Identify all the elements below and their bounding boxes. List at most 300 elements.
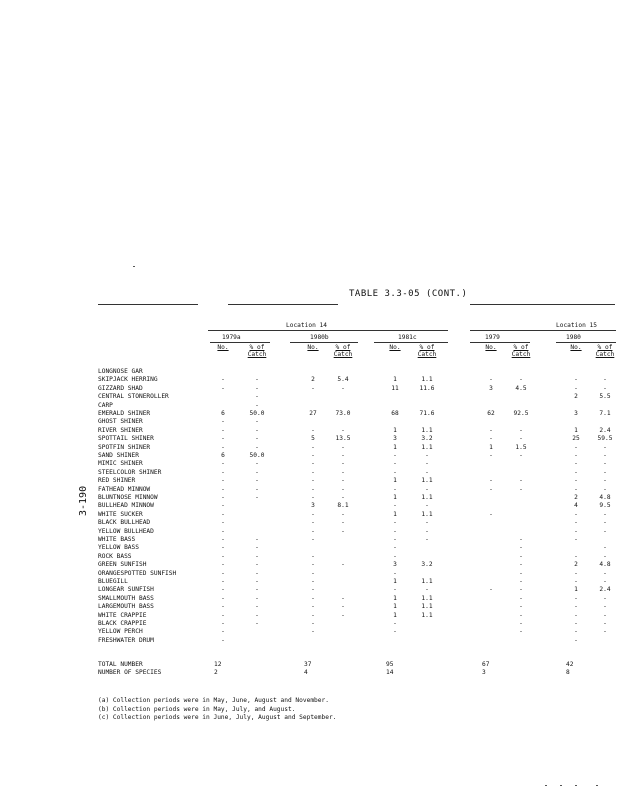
totals-value: 4 bbox=[304, 669, 308, 677]
species-name: SMALLMOUTH BASS bbox=[98, 594, 154, 602]
totals-value: 42 bbox=[566, 661, 574, 668]
table-cell: - bbox=[221, 569, 225, 577]
table-cell: - bbox=[603, 628, 607, 636]
table-cell: - bbox=[603, 594, 607, 602]
table-cell: - bbox=[574, 628, 578, 636]
table-cell: - bbox=[489, 485, 493, 493]
table-cell: - bbox=[574, 594, 578, 602]
table-cell: - bbox=[311, 628, 315, 636]
table-cell: - bbox=[311, 527, 315, 535]
table-cell: - bbox=[519, 452, 523, 459]
footnote: (b) Collection periods were in May, July, and August. bbox=[98, 705, 296, 713]
table-cell: - bbox=[574, 527, 578, 535]
table-cell: - bbox=[255, 401, 259, 409]
table-cell: - bbox=[393, 519, 397, 527]
location-15-label: Location 15 bbox=[556, 322, 597, 329]
scan-speck bbox=[560, 785, 562, 786]
table-cell: - bbox=[603, 485, 607, 493]
table-cell: - bbox=[425, 527, 429, 535]
table-cell: - bbox=[341, 468, 345, 476]
table-cell: - bbox=[574, 376, 578, 384]
col-header-no: No. bbox=[307, 344, 319, 351]
table-cell: 4.8 bbox=[599, 494, 611, 501]
table-cell: - bbox=[425, 460, 429, 468]
table-cell: 3 bbox=[393, 435, 397, 443]
table-cell: - bbox=[255, 435, 259, 443]
table-cell: - bbox=[603, 510, 607, 518]
col-header-pct: % of Catch bbox=[417, 344, 437, 358]
species-name: STEELCOLOR SHINER bbox=[98, 468, 162, 476]
table-cell: 1 bbox=[393, 443, 397, 451]
species-name: BULLHEAD MINNOW bbox=[98, 502, 154, 510]
table-cell: - bbox=[574, 460, 578, 468]
species-name: CARP bbox=[98, 401, 113, 409]
table-cell: - bbox=[393, 460, 397, 468]
totals-value: 37 bbox=[304, 661, 312, 668]
species-name: SPOTTAIL SHINER bbox=[98, 435, 154, 443]
table-cell: - bbox=[341, 452, 345, 459]
table-cell: - bbox=[519, 485, 523, 493]
table-cell: - bbox=[574, 443, 578, 451]
table-cell: - bbox=[574, 578, 578, 585]
table-cell: 3 bbox=[311, 502, 315, 510]
species-name: RIVER SHINER bbox=[98, 426, 143, 434]
table-cell: - bbox=[221, 628, 225, 636]
species-name: RED SHINER bbox=[98, 477, 136, 485]
species-name: WHITE SUCKER bbox=[98, 510, 143, 518]
table-cell: - bbox=[311, 519, 315, 527]
table-cell: 2 bbox=[311, 376, 315, 384]
totals-value: 8 bbox=[566, 669, 570, 677]
table-cell: - bbox=[341, 611, 345, 619]
table-cell: 1 bbox=[393, 494, 397, 501]
table-cell: 1.1 bbox=[421, 594, 433, 602]
table-cell: - bbox=[519, 435, 523, 443]
table-cell: - bbox=[255, 485, 259, 493]
table-cell: 5.4 bbox=[337, 376, 349, 384]
location-15-rule bbox=[470, 330, 616, 331]
table-cell: - bbox=[311, 426, 315, 434]
table-cell: - bbox=[574, 636, 578, 644]
table-cell: - bbox=[574, 477, 578, 485]
table-cell: - bbox=[603, 620, 607, 627]
table-cell: - bbox=[489, 435, 493, 443]
table-cell: 1 bbox=[574, 586, 578, 594]
year-header: 1981c bbox=[398, 334, 417, 341]
table-cell: - bbox=[393, 544, 397, 552]
table-cell: - bbox=[574, 552, 578, 560]
table-cell: 1 bbox=[393, 426, 397, 434]
table-cell: - bbox=[574, 536, 578, 543]
species-name: SPOTFIN SHINER bbox=[98, 443, 151, 451]
table-cell: - bbox=[341, 426, 345, 434]
table-cell: - bbox=[255, 611, 259, 619]
table-cell: 68 bbox=[391, 410, 399, 417]
table-cell: - bbox=[574, 519, 578, 527]
table-cell: - bbox=[221, 578, 225, 585]
table-cell: - bbox=[574, 384, 578, 392]
table-cell: - bbox=[519, 376, 523, 384]
table-cell: 62 bbox=[487, 410, 495, 417]
table-cell: - bbox=[311, 477, 315, 485]
table-cell: 25 bbox=[572, 435, 580, 443]
table-cell: - bbox=[393, 502, 397, 510]
table-cell: - bbox=[603, 611, 607, 619]
table-cell: - bbox=[255, 569, 259, 577]
table-cell: - bbox=[341, 494, 345, 501]
table-cell: - bbox=[519, 620, 523, 627]
table-cell: - bbox=[425, 452, 429, 459]
table-cell: 4.8 bbox=[599, 561, 611, 569]
table-cell: - bbox=[603, 384, 607, 392]
table-cell: - bbox=[425, 586, 429, 594]
table-cell: - bbox=[255, 552, 259, 560]
top-rule bbox=[98, 304, 198, 305]
table-cell: - bbox=[425, 502, 429, 510]
table-cell: - bbox=[603, 578, 607, 585]
table-cell: - bbox=[221, 544, 225, 552]
table-cell: - bbox=[221, 561, 225, 569]
table-cell: - bbox=[221, 611, 225, 619]
species-name: SKIPJACK HERRING bbox=[98, 376, 158, 384]
table-cell: - bbox=[603, 452, 607, 459]
table-cell: - bbox=[519, 544, 523, 552]
scan-speck bbox=[133, 266, 135, 267]
top-rule bbox=[470, 304, 615, 305]
table-cell: - bbox=[603, 544, 607, 552]
table-cell: - bbox=[341, 384, 345, 392]
page-number: 3-190 bbox=[78, 485, 89, 516]
table-cell: 9.5 bbox=[599, 502, 611, 510]
table-cell: 5 bbox=[311, 435, 315, 443]
year-header: 1980b bbox=[310, 334, 329, 341]
table-cell: - bbox=[425, 536, 429, 543]
top-rule bbox=[228, 304, 338, 305]
year-rule bbox=[556, 342, 616, 343]
species-name: YELLOW BULLHEAD bbox=[98, 527, 154, 535]
table-cell: - bbox=[221, 477, 225, 485]
table-cell: 1 bbox=[393, 611, 397, 619]
table-cell: - bbox=[341, 477, 345, 485]
species-name: LARGEMOUTH BASS bbox=[98, 603, 154, 611]
table-cell: 1.1 bbox=[421, 510, 433, 518]
table-cell: 1.1 bbox=[421, 578, 433, 585]
table-cell: - bbox=[519, 578, 523, 585]
scan-speck bbox=[545, 785, 547, 786]
table-cell: 2.4 bbox=[599, 586, 611, 594]
table-cell: - bbox=[311, 510, 315, 518]
table-cell: - bbox=[574, 468, 578, 476]
table-cell: 92.5 bbox=[513, 410, 529, 417]
table-cell: - bbox=[393, 628, 397, 636]
table-cell: 1 bbox=[393, 477, 397, 485]
table-cell: - bbox=[425, 519, 429, 527]
table-cell: - bbox=[221, 620, 225, 627]
table-cell: 5.5 bbox=[599, 393, 611, 401]
table-cell: - bbox=[574, 603, 578, 611]
table-cell: 6 bbox=[221, 410, 225, 417]
footnote: (a) Collection periods were in May, June, August and November. bbox=[98, 697, 329, 704]
col-header-no: No. bbox=[217, 344, 229, 351]
table-cell: - bbox=[221, 519, 225, 527]
table-cell: 1 bbox=[393, 376, 397, 384]
table-cell: - bbox=[603, 603, 607, 611]
table-cell: - bbox=[255, 594, 259, 602]
table-cell: 8.1 bbox=[337, 502, 349, 510]
species-name: GHOST SHINER bbox=[98, 418, 143, 426]
location-14-label: Location 14 bbox=[286, 322, 327, 329]
table-cell: - bbox=[341, 603, 345, 611]
year-rule bbox=[374, 342, 448, 343]
table-cell: 1 bbox=[393, 578, 397, 585]
table-cell: - bbox=[489, 426, 493, 434]
table-cell: 6 bbox=[221, 452, 225, 459]
table-cell: 1.1 bbox=[421, 477, 433, 485]
table-cell: - bbox=[574, 569, 578, 577]
table-cell: - bbox=[519, 552, 523, 560]
totals-value: 14 bbox=[386, 669, 394, 677]
table-cell: - bbox=[255, 477, 259, 485]
year-rule bbox=[470, 342, 530, 343]
footnote: (c) Collection periods were in June, July, August and September. bbox=[98, 714, 337, 722]
table-cell: - bbox=[519, 426, 523, 434]
table-cell: - bbox=[255, 418, 259, 426]
table-cell: - bbox=[221, 418, 225, 426]
table-cell: - bbox=[311, 586, 315, 594]
table-cell: - bbox=[489, 376, 493, 384]
table-cell: - bbox=[574, 611, 578, 619]
table-cell: - bbox=[574, 620, 578, 627]
table-cell: 4.5 bbox=[515, 384, 527, 392]
table-cell: - bbox=[311, 384, 315, 392]
species-name: EMERALD SHINER bbox=[98, 410, 151, 417]
species-name: GREEN SUNFISH bbox=[98, 561, 147, 569]
species-name: BLUNTNOSE MINNOW bbox=[98, 494, 158, 501]
table-cell: 3 bbox=[393, 561, 397, 569]
table-cell: - bbox=[603, 519, 607, 527]
col-header-pct: % of Catch bbox=[333, 344, 353, 358]
table-cell: - bbox=[221, 376, 225, 384]
table-cell: - bbox=[221, 494, 225, 501]
table-cell: - bbox=[221, 435, 225, 443]
table-cell: - bbox=[341, 443, 345, 451]
species-name: BLUEGILL bbox=[98, 578, 128, 585]
table-cell: - bbox=[311, 468, 315, 476]
table-cell: 1.1 bbox=[421, 426, 433, 434]
col-header-pct: % of Catch bbox=[595, 344, 615, 358]
table-cell: - bbox=[311, 578, 315, 585]
table-cell: 3.2 bbox=[421, 435, 433, 443]
table-cell: - bbox=[341, 510, 345, 518]
table-cell: - bbox=[255, 393, 259, 401]
table-cell: 1 bbox=[393, 594, 397, 602]
totals-value: 12 bbox=[214, 661, 222, 668]
species-name: ORANGESPOTTED SUNFISH bbox=[98, 569, 177, 577]
table-cell: 73.0 bbox=[335, 410, 351, 417]
table-cell: - bbox=[393, 527, 397, 535]
table-cell: - bbox=[221, 502, 225, 510]
table-cell: - bbox=[603, 569, 607, 577]
table-cell: - bbox=[341, 594, 345, 602]
table-cell: - bbox=[221, 586, 225, 594]
table-cell: - bbox=[603, 460, 607, 468]
table-cell: - bbox=[574, 485, 578, 493]
table-cell: - bbox=[311, 536, 315, 543]
table-cell: - bbox=[489, 586, 493, 594]
table-cell: - bbox=[221, 536, 225, 543]
species-name: MIMIC SHINER bbox=[98, 460, 143, 468]
table-cell: - bbox=[341, 519, 345, 527]
table-cell: - bbox=[255, 561, 259, 569]
scan-speck bbox=[575, 785, 577, 786]
species-name: LONGEAR SUNFISH bbox=[98, 586, 154, 594]
table-cell: - bbox=[519, 628, 523, 636]
table-cell: - bbox=[519, 477, 523, 485]
table-cell: - bbox=[393, 485, 397, 493]
col-header-no: No. bbox=[485, 344, 497, 351]
year-header: 1980 bbox=[566, 334, 581, 341]
totals-label: TOTAL NUMBER bbox=[98, 661, 143, 668]
scan-speck bbox=[596, 785, 598, 786]
table-cell: 1 bbox=[489, 443, 493, 451]
table-cell: - bbox=[603, 477, 607, 485]
table-cell: 1.1 bbox=[421, 611, 433, 619]
table-cell: - bbox=[519, 569, 523, 577]
table-cell: 7.1 bbox=[599, 410, 611, 417]
table-cell: - bbox=[311, 594, 315, 602]
species-name: GIZZARD SHAD bbox=[98, 384, 143, 392]
table-cell: - bbox=[603, 376, 607, 384]
species-name: YELLOW PERCH bbox=[98, 628, 143, 636]
table-title: TABLE 3.3-05 (CONT.) bbox=[349, 289, 468, 299]
table-cell: 1 bbox=[574, 426, 578, 434]
table-cell: 50.0 bbox=[249, 410, 265, 417]
table-cell: - bbox=[255, 586, 259, 594]
table-cell: - bbox=[221, 594, 225, 602]
table-cell: - bbox=[255, 544, 259, 552]
table-cell: - bbox=[603, 443, 607, 451]
species-name: WHITE CRAPPIE bbox=[98, 611, 147, 619]
table-cell: 2.4 bbox=[599, 426, 611, 434]
table-cell: 2 bbox=[574, 393, 578, 401]
table-cell: - bbox=[574, 452, 578, 459]
year-rule bbox=[210, 342, 270, 343]
table-cell: 59.5 bbox=[597, 435, 613, 443]
table-cell: - bbox=[341, 460, 345, 468]
table-cell: - bbox=[311, 452, 315, 459]
col-header-pct: % of Catch bbox=[247, 344, 267, 358]
species-name: ROCK BASS bbox=[98, 552, 132, 560]
species-name: FRESHWATER DRUM bbox=[98, 636, 154, 644]
totals-value: 95 bbox=[386, 661, 394, 668]
table-cell: - bbox=[221, 443, 225, 451]
table-cell: - bbox=[393, 620, 397, 627]
table-cell: 3 bbox=[489, 384, 493, 392]
col-header-no: No. bbox=[570, 344, 582, 351]
table-cell: 2 bbox=[574, 494, 578, 501]
table-cell: - bbox=[393, 586, 397, 594]
table-cell: 1.1 bbox=[421, 603, 433, 611]
table-cell: - bbox=[255, 536, 259, 543]
table-cell: - bbox=[519, 594, 523, 602]
table-cell: - bbox=[311, 611, 315, 619]
table-cell: - bbox=[341, 527, 345, 535]
year-header: 1979 bbox=[485, 334, 500, 341]
year-rule bbox=[290, 342, 358, 343]
table-cell: - bbox=[255, 384, 259, 392]
table-cell: 71.6 bbox=[419, 410, 435, 417]
table-cell: - bbox=[311, 485, 315, 493]
species-name: BLACK BULLHEAD bbox=[98, 519, 151, 527]
totals-value: 2 bbox=[214, 669, 218, 677]
table-cell: - bbox=[255, 443, 259, 451]
table-cell: 13.5 bbox=[335, 435, 351, 443]
table-cell: - bbox=[311, 494, 315, 501]
table-cell: - bbox=[255, 376, 259, 384]
col-header-pct: % of Catch bbox=[511, 344, 531, 358]
totals-label: NUMBER OF SPECIES bbox=[98, 669, 162, 677]
table-cell: - bbox=[221, 468, 225, 476]
table-cell: 50.0 bbox=[249, 452, 265, 459]
species-name: LONGNOSE GAR bbox=[98, 368, 143, 375]
table-cell: - bbox=[255, 460, 259, 468]
table-cell: - bbox=[489, 477, 493, 485]
table-cell: - bbox=[603, 468, 607, 476]
table-cell: - bbox=[425, 485, 429, 493]
year-header: 1979a bbox=[222, 334, 241, 341]
table-cell: - bbox=[603, 552, 607, 560]
table-cell: 3.2 bbox=[421, 561, 433, 569]
table-cell: - bbox=[519, 536, 523, 543]
table-cell: - bbox=[393, 536, 397, 543]
table-cell: - bbox=[519, 586, 523, 594]
table-cell: - bbox=[393, 552, 397, 560]
table-cell: - bbox=[519, 611, 523, 619]
table-cell: - bbox=[341, 561, 345, 569]
table-cell: - bbox=[311, 460, 315, 468]
table-cell: - bbox=[221, 603, 225, 611]
table-cell: - bbox=[255, 494, 259, 501]
table-cell: - bbox=[311, 561, 315, 569]
table-cell: 2 bbox=[574, 561, 578, 569]
location-14-rule bbox=[208, 330, 448, 331]
table-cell: 1.1 bbox=[421, 376, 433, 384]
species-name: SAND SHINER bbox=[98, 452, 139, 459]
table-cell: - bbox=[311, 620, 315, 627]
table-cell: - bbox=[393, 452, 397, 459]
species-name: WHITE BASS bbox=[98, 536, 136, 543]
col-header-no: No. bbox=[389, 344, 401, 351]
table-cell: - bbox=[393, 569, 397, 577]
species-name: BLACK CRAPPIE bbox=[98, 620, 147, 627]
table-cell: 4 bbox=[574, 502, 578, 510]
table-cell: 1.5 bbox=[515, 443, 527, 451]
species-name: YELLOW BASS bbox=[98, 544, 139, 552]
table-cell: - bbox=[255, 620, 259, 627]
table-cell: - bbox=[221, 384, 225, 392]
table-cell: 11.6 bbox=[419, 384, 435, 392]
table-cell: - bbox=[255, 578, 259, 585]
table-cell: 1 bbox=[393, 603, 397, 611]
table-cell: 1 bbox=[393, 510, 397, 518]
table-cell: - bbox=[221, 636, 225, 644]
table-cell: - bbox=[519, 603, 523, 611]
table-cell: - bbox=[393, 468, 397, 476]
table-cell: - bbox=[311, 552, 315, 560]
totals-value: 67 bbox=[482, 661, 490, 668]
table-cell: - bbox=[255, 603, 259, 611]
table-cell: - bbox=[425, 468, 429, 476]
